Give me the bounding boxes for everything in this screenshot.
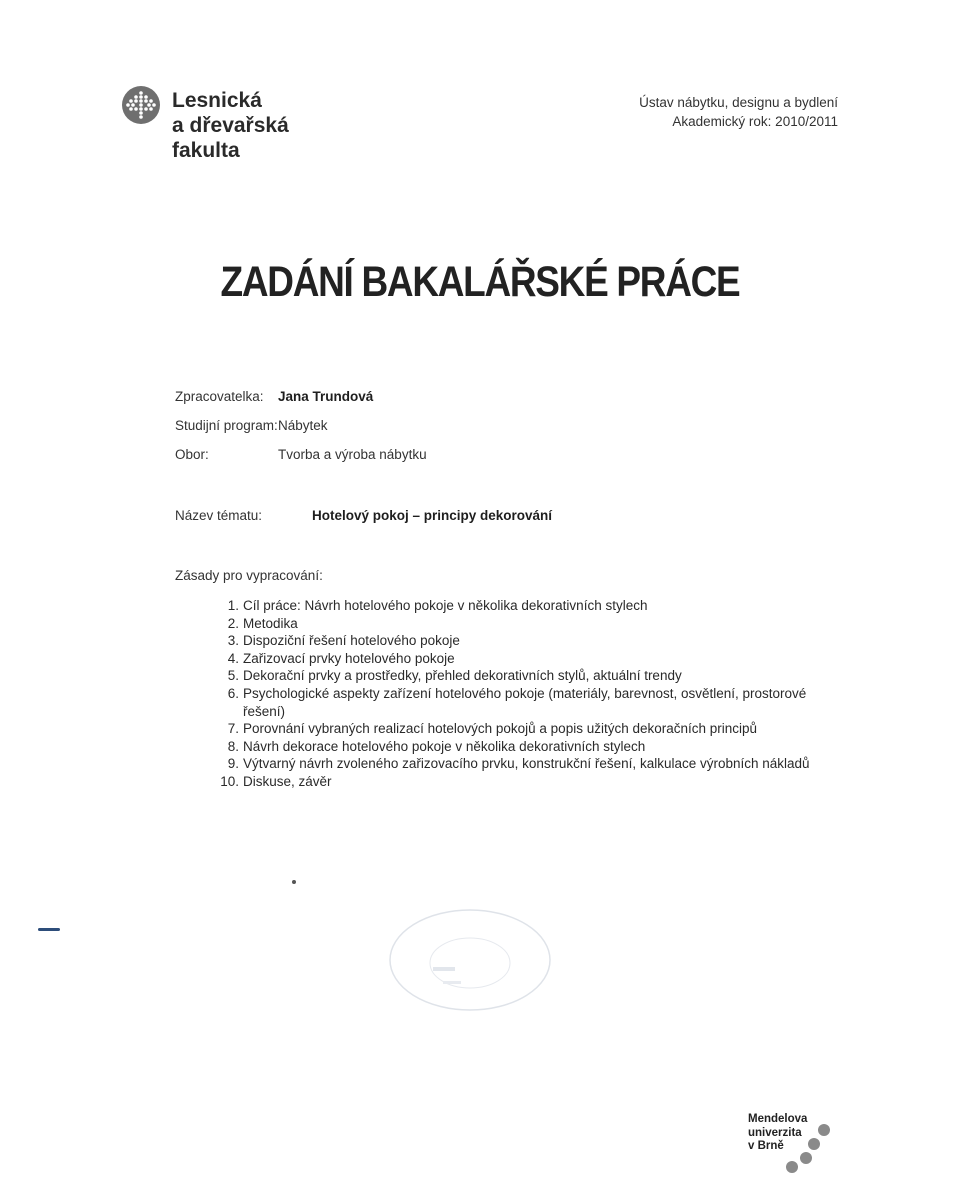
list-item-text: Návrh dekorace hotelového pokoje v několika dekorativních stylech [243, 738, 646, 754]
guidelines-label: Zásady pro vypracování: [175, 568, 323, 583]
document-title: ZADÁNÍ BAKALÁŘSKÉ PRÁCE [220, 258, 740, 306]
list-item-number: 8. [227, 738, 239, 754]
list-item [215, 685, 815, 720]
list-item-text: Dekorační prvky a prostředky, přehled dekorativních stylů, aktuální trendy [243, 668, 682, 684]
university-logo-line: Mendelova [748, 1113, 808, 1125]
guidelines-list [215, 597, 815, 791]
scan-speck [38, 928, 60, 931]
list-item-number: 1. [227, 598, 239, 613]
list-item-text: Cíl práce: Návrh hotelového pokoje v několika dekorativních stylech [243, 598, 648, 613]
header-institute-block [560, 93, 838, 131]
list-item-text: Diskuse, závěr [243, 773, 332, 789]
scan-speck [292, 880, 296, 884]
list-item-text: Dispoziční řešení hotelového pokoje [243, 633, 460, 649]
list-item-number: 7. [227, 721, 239, 737]
info-value: Nábytek [278, 418, 328, 433]
list-item-text: Zařizovací prvky hotelového pokoje [243, 650, 455, 666]
academic-year: Akademický rok: 2010/2011 [672, 114, 838, 129]
list-item [215, 667, 815, 685]
list-item-number: 9. [227, 756, 239, 772]
info-value: Tvorba a výroba nábytku [278, 447, 427, 462]
info-label: Studijní program: [175, 418, 278, 433]
faculty-logo-line: a dřevařská [172, 114, 289, 137]
list-item-number: 5. [227, 668, 239, 684]
list-item [215, 738, 815, 756]
topic-value: Hotelový pokoj – principy dekorování [312, 508, 553, 523]
university-logo-line: v Brně [748, 1140, 784, 1152]
list-item [215, 650, 815, 668]
faculty-logo-line: fakulta [172, 139, 240, 162]
info-label: Obor: [175, 447, 209, 462]
list-item [215, 597, 815, 615]
list-item-text: Porovnání vybraných realizací hotelových pokojů a popis užitých dekoračních principů [243, 721, 758, 737]
university-logo-dots-icon [774, 1120, 834, 1180]
list-item [215, 773, 815, 791]
list-item-number: 2. [227, 615, 239, 631]
stamp-icon [385, 905, 555, 1015]
topic-label: Název tématu: [175, 508, 263, 523]
list-item-number: 6. [227, 685, 239, 701]
university-logo-line: univerzita [748, 1126, 802, 1139]
list-item [215, 720, 815, 738]
list-item [215, 755, 815, 773]
list-item-number: 10. [220, 773, 239, 789]
info-value: Jana Trundová [278, 389, 374, 404]
list-item [215, 615, 815, 633]
list-item-number: 4. [227, 650, 239, 666]
faculty-logo-line: Lesnická [172, 89, 262, 112]
list-item-text: Metodika [243, 615, 298, 631]
list-item-number: 3. [227, 633, 239, 649]
info-label: Zpracovatelka: [175, 389, 264, 404]
list-item [215, 632, 815, 650]
faculty-logo-text [172, 88, 289, 163]
list-item-text: Výtvarný návrh zvoleného zařizovacího prvku, konstrukční řešení, kalkulace výrobních nákladů [243, 756, 810, 772]
institute-name: Ústav nábytku, designu a bydlení [639, 95, 838, 110]
faculty-logo-icon [122, 86, 160, 124]
list-item-text: Psychologické aspekty zařízení hotelového pokoje (materiály, barevnost, osvětlení, prostorové řešení) [243, 685, 807, 719]
